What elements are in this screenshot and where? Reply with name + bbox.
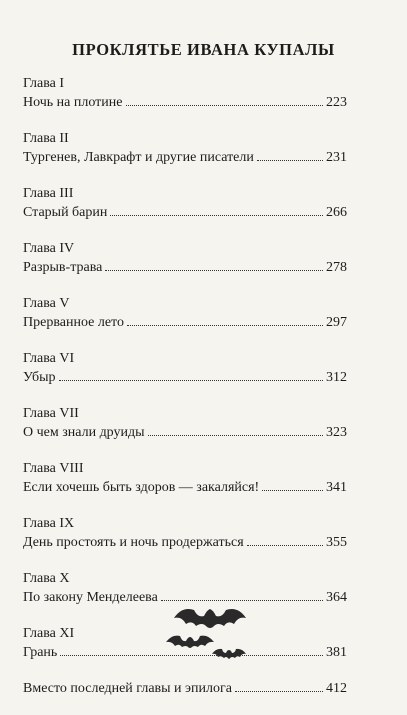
dot-leader (148, 435, 323, 436)
dot-leader (126, 105, 324, 106)
page-number: 412 (326, 681, 347, 696)
chapter-label: Глава IX (23, 516, 75, 531)
toc-row (23, 148, 347, 167)
chapter-title: Убыр (23, 370, 56, 385)
chapter-label: Глава VI (23, 351, 75, 366)
toc-row (23, 368, 347, 387)
toc-row (23, 203, 347, 222)
dot-leader (247, 545, 323, 546)
toc-row (23, 679, 347, 698)
toc-row (23, 533, 347, 552)
chapter-title: Если хочешь быть здоров — закаляйся! (23, 480, 260, 495)
toc-entry (23, 129, 347, 167)
page-number: 364 (326, 590, 347, 605)
chapter-title: О чем знали друиды (23, 425, 145, 440)
chapter-label: Глава IV (23, 241, 75, 256)
toc-entry (23, 349, 347, 387)
toc-row (23, 423, 347, 442)
dot-leader (127, 325, 323, 326)
page-number: 231 (326, 150, 347, 165)
bats-ornament-icon (160, 598, 260, 668)
chapter-title: Ночь на плотине (23, 95, 123, 110)
dot-leader (257, 160, 323, 161)
page-number: 381 (326, 645, 347, 660)
chapter-label: Глава III (23, 186, 74, 201)
toc-entry (23, 514, 347, 552)
toc-entry (23, 239, 347, 277)
dot-leader (105, 270, 323, 271)
dot-leader (235, 691, 323, 692)
page-number: 323 (326, 425, 347, 440)
chapter-title: Прерванное лето (23, 315, 124, 330)
toc-entry (23, 74, 347, 112)
page-number: 341 (326, 480, 347, 495)
chapter-title: Грань (23, 645, 58, 660)
chapter-label: Глава I (23, 76, 65, 91)
page-number: 266 (326, 205, 347, 220)
toc-row (23, 313, 347, 332)
toc-row (23, 93, 347, 112)
dot-leader (262, 490, 323, 491)
chapter-label: Глава V (23, 296, 70, 311)
chapter-title: Вместо последней главы и эпилога (23, 681, 232, 696)
page-number: 312 (326, 370, 347, 385)
chapter-title: Старый барин (23, 205, 108, 220)
toc-entry (23, 459, 347, 497)
chapter-title: Разрыв-трава (23, 260, 103, 275)
chapter-label: Глава VII (23, 406, 79, 421)
chapter-title: По закону Менделеева (23, 590, 158, 605)
chapter-label: Глава VIII (23, 461, 84, 476)
page-title: ПРОКЛЯТЬЕ ИВАНА КУПАЛЫ (72, 40, 335, 59)
dot-leader (59, 380, 323, 381)
chapter-label: Глава II (23, 131, 69, 146)
toc-entry (23, 184, 347, 222)
toc-entry (23, 679, 347, 698)
toc-row (23, 258, 347, 277)
toc-row (23, 478, 347, 497)
chapter-title: День простоять и ночь продержаться (23, 535, 244, 550)
dot-leader (110, 215, 323, 216)
toc-entry (23, 404, 347, 442)
page-number: 297 (326, 315, 347, 330)
page-number: 223 (326, 95, 347, 110)
page-number: 278 (326, 260, 347, 275)
toc-entry (23, 294, 347, 332)
chapter-title: Тургенев, Лавкрафт и другие писатели (23, 150, 254, 165)
page-number: 355 (326, 535, 347, 550)
chapter-label: Глава X (23, 571, 70, 586)
chapter-label: Глава XI (23, 626, 75, 641)
